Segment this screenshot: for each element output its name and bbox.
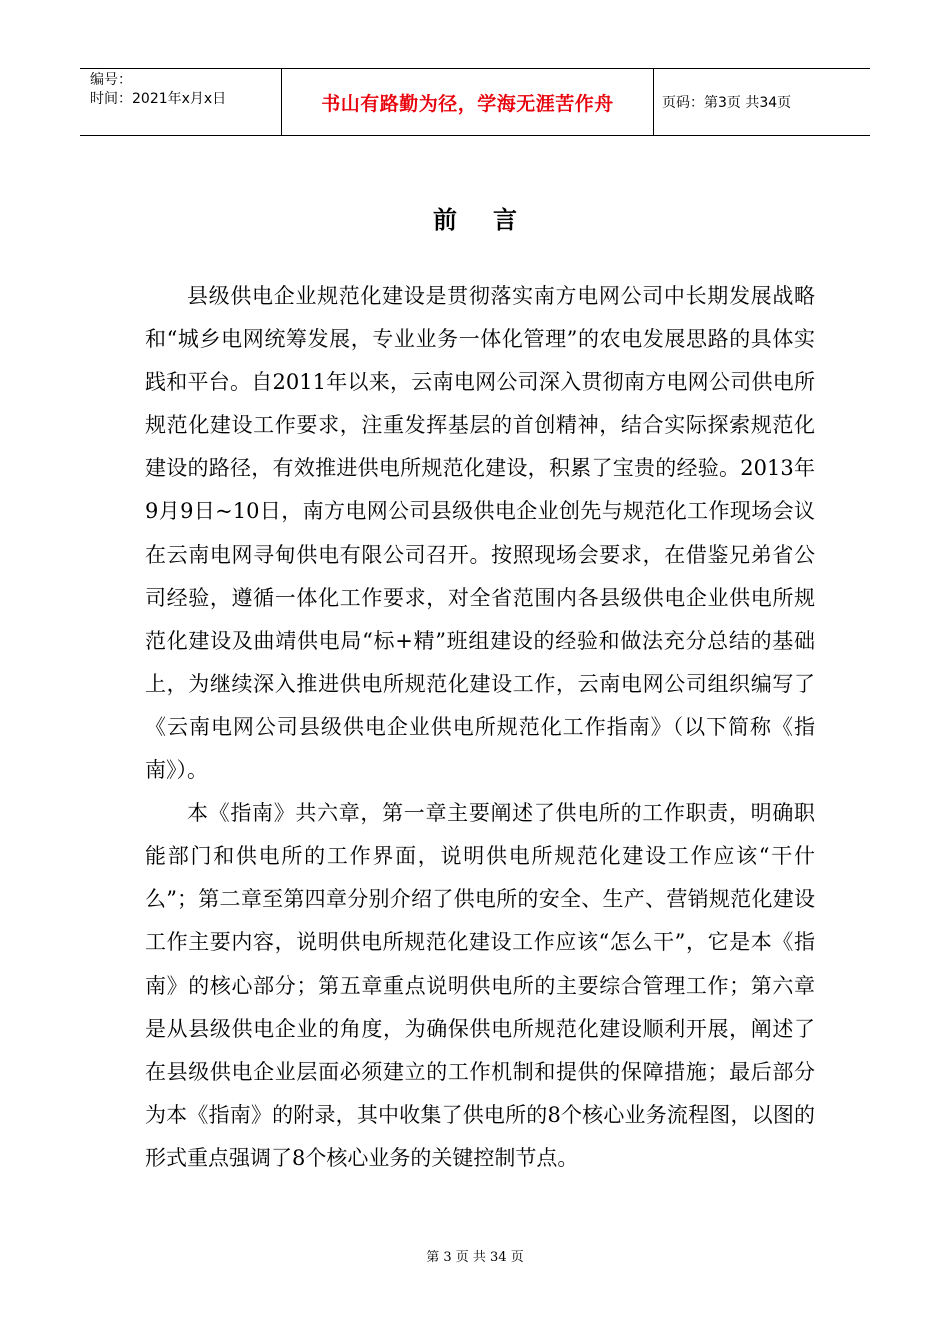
header-meta <box>80 69 282 135</box>
header-page-label: 页码：第3页 共34页 <box>662 95 792 111</box>
header-motto: 书山有路勤为径，学海无涯苦作舟 <box>282 69 654 135</box>
page-footer: 第 3 页 共 34 页 <box>426 1250 524 1265</box>
document-number-label: 编号： <box>90 72 132 88</box>
paragraph: 县级供电企业规范化建设是贯彻落实南方电网公司中长期发展战略和“城乡电网统筹发展，专业业务一体化管理”的农电发展思路的具体实践和平台。自2011年以来，云南电网公司深入贯彻南方电网公司供电所规范化建设工作要求，注重发挥基层的首创精神，结合实际探索规范化建设的路径，有效推进供电所规范化建设，积累了宝贵的经验。2013年9月9日~10日，南方电网公司县级供电企业创先与规范化工作现场会议在云南电网寻甸供电有限公司召开。按照现场会要求，在借鉴兄弟省公司经验，遵循一体化工作要求，对全省范围内各县级供电企业供电所规范化建设及曲靖供电局“标+精”班组建设的经验和做法充分总结的基础上，为继续深入推进供电所规范化建设工作，云南电网公司组织编写了《云南电网公司县级供电企业供电所规范化工作指南》（以下简称《指南》）。 <box>145 284 815 783</box>
page-header <box>80 68 870 136</box>
paragraph: 本《指南》共六章，第一章主要阐述了供电所的工作职责，明确职能部门和供电所的工作界面，说明供电所规范化建设工作应该“干什么”；第二章至第四章分别介绍了供电所的安全、生产、营销规范化建设工作主要内容，说明供电所规范化建设工作应该“怎么干”，它是本《指南》的核心部分；第五章重点说明供电所的主要综合管理工作；第六章是从县级供电企业的角度，为确保供电所规范化建设顺利开展，阐述了在县级供电企业层面必须建立的工作机制和提供的保障措施；最后部分为本《指南》的附录，其中收集了供电所的8个核心业务流程图，以图的形式重点强调了8个核心业务的关键控制节点。 <box>145 801 815 1170</box>
document-time-label: 时间：2021年x月x日 <box>90 91 227 107</box>
document-body <box>145 275 815 1180</box>
page-title: 前言 <box>433 206 553 234</box>
